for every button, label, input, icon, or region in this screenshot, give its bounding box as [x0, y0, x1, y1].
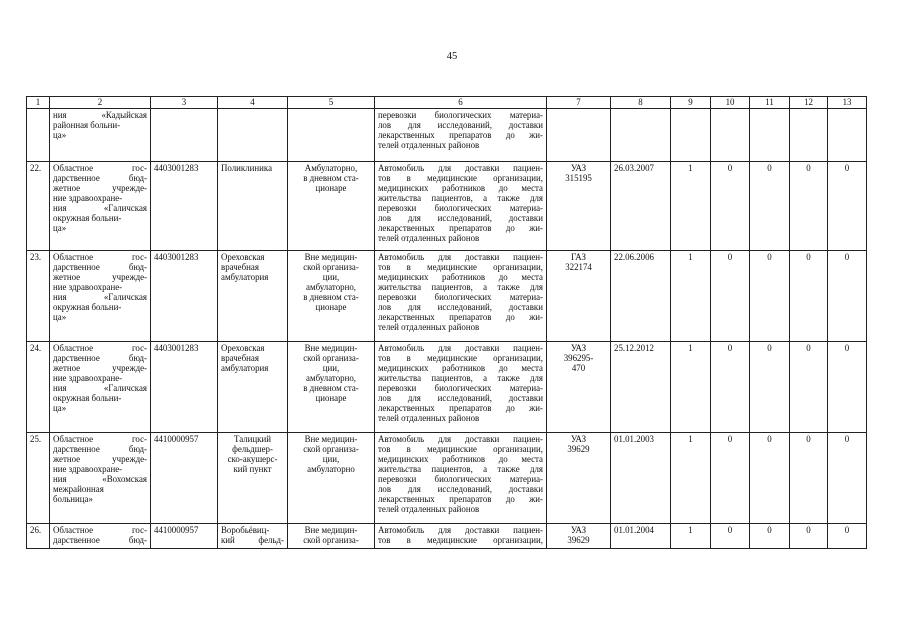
vehicle-model-cell — [547, 433, 611, 524]
organization-line: ца» — [53, 312, 67, 322]
organization-cell — [50, 524, 151, 549]
organization-line: окружная больни- — [53, 213, 122, 223]
vehicle-model-cell — [547, 162, 611, 251]
purpose-line: Автомобиль для доставки пациен- — [378, 163, 543, 173]
count-cell: 0 — [711, 162, 750, 251]
count-cell: 0 — [828, 524, 867, 549]
care-line: Вне медицин- — [304, 252, 358, 262]
column-header: 4 — [218, 97, 288, 109]
purpose-line: телей отдаленных районов — [378, 413, 480, 423]
model-line: 315195 — [565, 173, 592, 183]
count-cell: 0 — [750, 162, 790, 251]
date-cell — [611, 109, 671, 162]
model-line: 470 — [571, 363, 586, 373]
unit-line: Воробьёвиц- — [221, 525, 270, 535]
count-cell: 0 — [750, 433, 790, 524]
organization-line: ние здравоохране- — [53, 282, 123, 292]
organization-line: Областное гос- — [53, 252, 147, 262]
model-line: 396295- — [563, 353, 594, 363]
organization-line: Областное гос- — [53, 434, 147, 444]
organization-cell — [50, 162, 151, 251]
purpose-line: лекарственных препаратов до жи- — [378, 223, 543, 233]
count-cell: 1 — [671, 433, 711, 524]
count-cell: 0 — [711, 251, 750, 342]
model-line: УАЗ — [570, 434, 587, 444]
purpose-line: жительства пациентов, а также для — [378, 193, 543, 203]
table-row — [27, 162, 867, 251]
purpose-cell — [375, 251, 547, 342]
care-line: ской организа- — [303, 353, 359, 363]
organization-line: ца» — [53, 403, 67, 413]
date-cell: 25.12.2012 — [611, 342, 671, 433]
table-row-continuation — [27, 109, 867, 162]
date-cell: 22.06.2006 — [611, 251, 671, 342]
purpose-line: лов для исследований, доставки — [378, 120, 543, 130]
care-line: Вне медицин- — [304, 525, 358, 535]
care-line: ской организа- — [303, 535, 359, 545]
care-line: амбулаторно, — [306, 282, 356, 292]
purpose-line: перевозки биологических материа- — [378, 110, 543, 120]
care-line: ской организа- — [303, 262, 359, 272]
organization-line: ние здравоохране- — [53, 373, 123, 383]
unit-cell — [218, 109, 288, 162]
care-line: ции, — [322, 363, 340, 373]
organization-line: окружная больни- — [53, 302, 122, 312]
organization-cell — [50, 251, 151, 342]
model-line: 39629 — [567, 444, 590, 454]
purpose-line: лов для исследований, доставки — [378, 213, 543, 223]
purpose-line: перевозки биологических материа- — [378, 203, 543, 213]
organization-line: жетное учрежде- — [53, 363, 147, 373]
purpose-line: тов в медицинские организации, — [378, 262, 543, 272]
inn-cell: 4410000957 — [151, 524, 218, 549]
purpose-line: лов для исследований, доставки — [378, 302, 543, 312]
count-cell: 0 — [750, 524, 790, 549]
organization-line: дарственное бюд- — [53, 173, 147, 183]
unit-cell — [218, 524, 288, 549]
purpose-line: телей отдаленных районов — [378, 140, 480, 150]
purpose-line: перевозки биологических материа- — [378, 383, 543, 393]
care-line: ской организа- — [303, 444, 359, 454]
purpose-line: лекарственных препаратов до жи- — [378, 403, 543, 413]
vehicle-model-cell — [547, 109, 611, 162]
care-line: амбулаторно, — [306, 373, 356, 383]
organization-line: больница» — [53, 494, 93, 504]
model-line: 322174 — [565, 262, 592, 272]
care-line: ции, — [322, 454, 340, 464]
unit-cell — [218, 251, 288, 342]
inn-cell: 4403001283 — [151, 162, 218, 251]
purpose-line: жительства пациентов, а также для — [378, 464, 543, 474]
organization-line: жетное учрежде- — [53, 454, 147, 464]
purpose-line: Автомобиль для доставки пациен- — [378, 525, 543, 535]
purpose-line: Автомобиль для доставки пациен- — [378, 434, 543, 444]
vehicle-registry-table — [26, 96, 867, 549]
model-line: УАЗ — [570, 343, 587, 353]
care-line: амбулаторно — [307, 464, 355, 474]
care-line: ционаре — [315, 393, 347, 403]
purpose-cell — [375, 109, 547, 162]
count-cell: 0 — [711, 342, 750, 433]
purpose-line: тов в медицинские организации, — [378, 353, 543, 363]
purpose-cell — [375, 433, 547, 524]
organization-line: жетное учрежде- — [53, 183, 147, 193]
purpose-line: тов в медицинские организации, — [378, 173, 543, 183]
purpose-line: медицинских работников до места — [378, 272, 543, 282]
purpose-line: медицинских работников до места — [378, 454, 543, 464]
count-cell: 0 — [750, 251, 790, 342]
count-cell: 1 — [671, 162, 711, 251]
purpose-cell — [375, 342, 547, 433]
column-header: 9 — [671, 97, 711, 109]
care-line: Вне медицин- — [304, 434, 358, 444]
purpose-line: лекарственных препаратов до жи- — [378, 312, 543, 322]
care-line: в дневном ста- — [303, 173, 359, 183]
organization-line: ца» — [53, 130, 67, 140]
header-row — [27, 97, 867, 109]
organization-line: ния «Галичская — [53, 203, 147, 213]
organization-line: дарственное бюд- — [53, 262, 147, 272]
vehicle-model-cell — [547, 524, 611, 549]
row-number-cell — [27, 109, 50, 162]
purpose-cell — [375, 524, 547, 549]
count-cell: 0 — [828, 162, 867, 251]
care-line: ции, — [322, 272, 340, 282]
purpose-line: телей отдаленных районов — [378, 322, 480, 332]
purpose-line: перевозки биологических материа- — [378, 474, 543, 484]
unit-line: фельдшер- — [232, 444, 273, 454]
unit-line: кий фельд- — [221, 535, 284, 545]
column-header: 13 — [828, 97, 867, 109]
model-line: УАЗ — [570, 163, 587, 173]
unit-line: ско-акушерс- — [227, 454, 278, 464]
table-row — [27, 433, 867, 524]
column-header: 2 — [50, 97, 151, 109]
organization-line: дарственное бюд- — [53, 444, 147, 454]
organization-line: ния «Вохомская — [53, 474, 147, 484]
count-cell: 0 — [790, 162, 828, 251]
column-header: 7 — [547, 97, 611, 109]
count-cell: 1 — [671, 524, 711, 549]
vehicle-model-cell — [547, 251, 611, 342]
column-header: 8 — [611, 97, 671, 109]
care-line: Вне медицин- — [304, 343, 358, 353]
vehicle-model-cell — [547, 342, 611, 433]
purpose-line: тов в медицинские организации, — [378, 444, 543, 454]
purpose-line: телей отдаленных районов — [378, 504, 480, 514]
organization-line: жетное учрежде- — [53, 272, 147, 282]
care-line: ционаре — [315, 302, 347, 312]
organization-cell — [50, 342, 151, 433]
purpose-line: лов для исследований, доставки — [378, 484, 543, 494]
purpose-line: Автомобиль для доставки пациен- — [378, 343, 543, 353]
count-cell: 0 — [790, 251, 828, 342]
column-header: 5 — [288, 97, 375, 109]
page-number: 45 — [446, 51, 458, 62]
organization-line: дарственное бюд- — [53, 353, 147, 363]
count-cell — [671, 109, 711, 162]
unit-cell — [218, 162, 288, 251]
organization-line: межрайонная — [53, 484, 104, 494]
unit-line: кий пункт — [233, 464, 272, 474]
organization-line: окружная больни- — [53, 393, 122, 403]
model-line: ГАЗ — [571, 252, 586, 262]
purpose-line: Автомобиль для доставки пациен- — [378, 252, 543, 262]
organization-line: ние здравоохране- — [53, 464, 123, 474]
unit-line: Ореховская — [221, 343, 265, 353]
count-cell: 0 — [711, 524, 750, 549]
column-header: 10 — [711, 97, 750, 109]
date-cell: 01.01.2003 — [611, 433, 671, 524]
count-cell: 0 — [790, 342, 828, 433]
organization-cell — [50, 433, 151, 524]
unit-line: амбулатория — [221, 272, 269, 282]
column-header: 1 — [27, 97, 50, 109]
care-conditions-cell — [288, 524, 375, 549]
count-cell: 0 — [790, 524, 828, 549]
purpose-line: жительства пациентов, а также для — [378, 282, 543, 292]
organization-cell — [50, 109, 151, 162]
count-cell — [750, 109, 790, 162]
care-conditions-cell — [288, 251, 375, 342]
purpose-line: лекарственных препаратов до жи- — [378, 130, 543, 140]
care-line: в дневном ста- — [303, 292, 359, 302]
date-cell: 01.01.2004 — [611, 524, 671, 549]
purpose-line: лекарственных препаратов до жи- — [378, 494, 543, 504]
inn-cell: 4410000957 — [151, 433, 218, 524]
row-number-cell: 26. — [27, 524, 50, 549]
unit-cell — [218, 433, 288, 524]
count-cell: 0 — [750, 342, 790, 433]
row-number-cell: 24. — [27, 342, 50, 433]
row-number-cell: 25. — [27, 433, 50, 524]
count-cell: 0 — [828, 251, 867, 342]
date-cell: 26.03.2007 — [611, 162, 671, 251]
count-cell: 0 — [828, 342, 867, 433]
purpose-line: тов в медицинские организации, — [378, 535, 543, 545]
purpose-line: лов для исследований, доставки — [378, 393, 543, 403]
count-cell: 0 — [711, 433, 750, 524]
row-number-cell: 23. — [27, 251, 50, 342]
count-cell: 0 — [828, 433, 867, 524]
care-conditions-cell — [288, 162, 375, 251]
organization-line: ние здравоохране- — [53, 193, 123, 203]
unit-line: Ореховская — [221, 252, 265, 262]
organization-line: ния «Галичская — [53, 383, 147, 393]
unit-line: Поликлиника — [221, 163, 273, 173]
organization-line: ния «Галичская — [53, 292, 147, 302]
count-cell: 1 — [671, 342, 711, 433]
purpose-line: медицинских работников до места — [378, 363, 543, 373]
count-cell — [828, 109, 867, 162]
organization-line: Областное гос- — [53, 525, 147, 535]
row-number-cell: 22. — [27, 162, 50, 251]
organization-line: ца» — [53, 223, 67, 233]
count-cell — [790, 109, 828, 162]
column-header: 3 — [151, 97, 218, 109]
care-conditions-cell — [288, 109, 375, 162]
table-row — [27, 251, 867, 342]
count-cell: 0 — [790, 433, 828, 524]
purpose-line: перевозки биологических материа- — [378, 292, 543, 302]
care-conditions-cell — [288, 433, 375, 524]
care-line: в дневном ста- — [303, 383, 359, 393]
organization-line: ния «Кадыйская — [53, 110, 147, 120]
column-header: 6 — [375, 97, 547, 109]
table-row — [27, 524, 867, 549]
inn-cell: 4403001283 — [151, 251, 218, 342]
organization-line: дарственное бюд- — [53, 535, 147, 545]
unit-line: врачебная — [221, 353, 259, 363]
care-line: ционаре — [315, 183, 347, 193]
organization-line: Областное гос- — [53, 163, 147, 173]
purpose-cell — [375, 162, 547, 251]
column-header: 12 — [790, 97, 828, 109]
care-line: Амбулаторно, — [304, 163, 358, 173]
model-line: 39629 — [567, 535, 590, 545]
unit-line: Талицкий — [234, 434, 271, 444]
purpose-line: жительства пациентов, а также для — [378, 373, 543, 383]
unit-cell — [218, 342, 288, 433]
model-line: УАЗ — [570, 525, 587, 535]
unit-line: амбулатория — [221, 363, 269, 373]
count-cell — [711, 109, 750, 162]
purpose-line: медицинских работников до места — [378, 183, 543, 193]
count-cell: 1 — [671, 251, 711, 342]
table-row — [27, 342, 867, 433]
inn-cell: 4403001283 — [151, 342, 218, 433]
column-header: 11 — [750, 97, 790, 109]
care-conditions-cell — [288, 342, 375, 433]
inn-cell — [151, 109, 218, 162]
unit-line: врачебная — [221, 262, 259, 272]
organization-line: Областное гос- — [53, 343, 147, 353]
purpose-line: телей отдаленных районов — [378, 233, 480, 243]
organization-line: районная больни- — [53, 120, 121, 130]
